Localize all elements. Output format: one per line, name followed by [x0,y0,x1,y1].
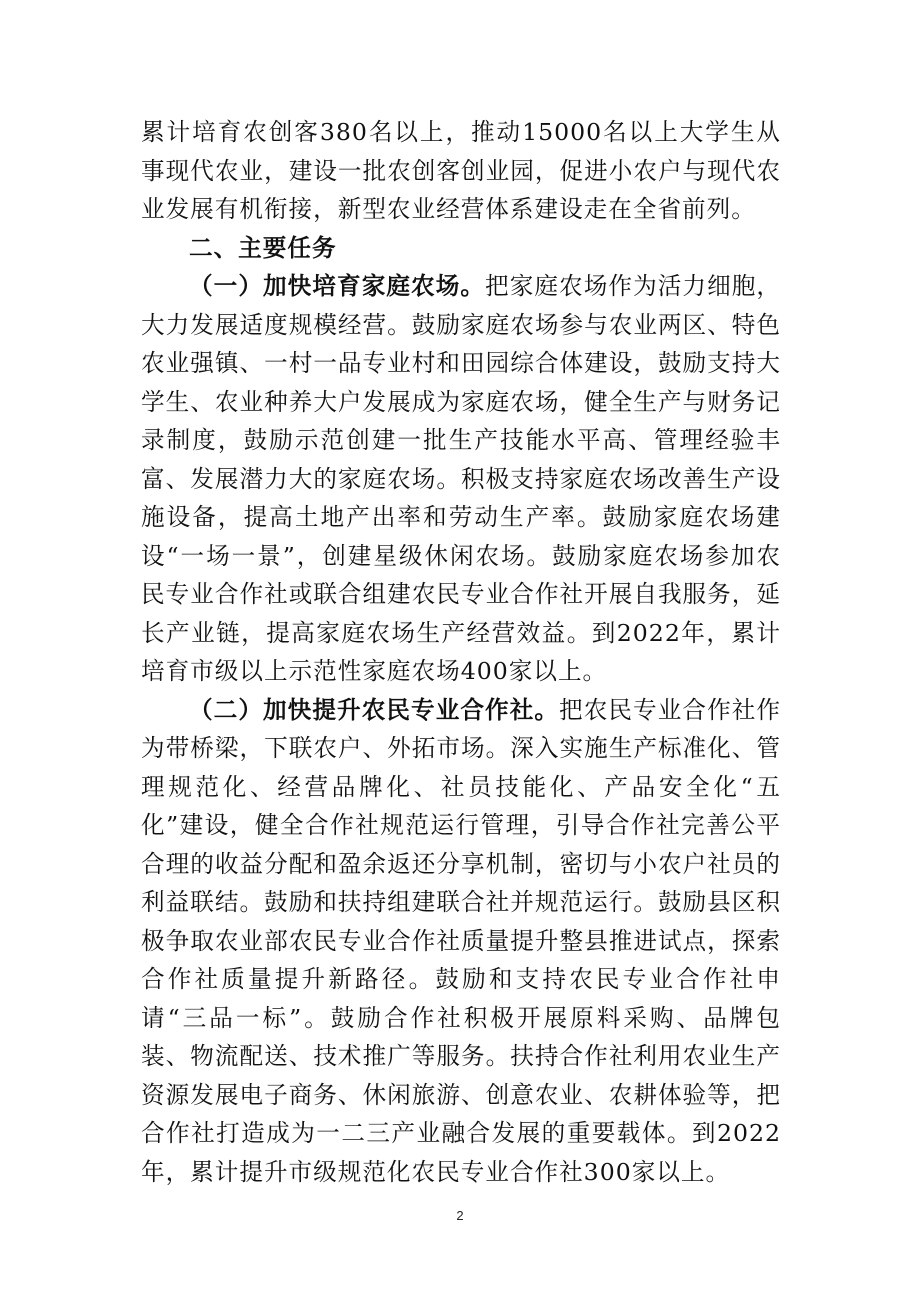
task-item-body: 把家庭农场作为活力细胞，大力发展适度规模经营。鼓励家庭农场参与农业两区、特色农业强镇、一村一品专业村和田园综合体建设，鼓励支持大学生、农业种养大户发展成为家庭农场，健全生产与财务记录制度，鼓励示范创建一批生产技能水平高、管理经验丰富、发展潜力大的家庭农场。积极支持家庭农场改善生产设施设备，提高土地产出率和劳动生产率。鼓励家庭农场建设“一场一景”，创建星级休闲农场。鼓励家庭农场参加农民专业合作社或联合组建农民专业合作社开展自我服务，延长产业链，提高家庭农场生产经营效益。到2022年，累计培育市级以上示范性家庭农场400家以上。 [141,272,782,685]
section-heading: 二、主要任务 [189,233,337,262]
task-item-cooperatives [141,691,781,1192]
page-number: 2 [456,1208,464,1223]
task-item-body: 把农民专业合作社作为带桥梁，下联农户、外拓市场。深入实施生产标准化、管理规范化、经营品牌化、社员技能化、产品安全化“五化”建设，健全合作社规范运行管理，引导合作社完善公平合理的收益分配和盈余返还分享机制，密切与小农户社员的利益联结。鼓励和扶持组建联合社并规范运行。鼓励县区积极争取农业部农民专业合作社质量提升整县推进试点，探索合作社质量提升新路径。鼓励和支持农民专业合作社申请“三品一标”。鼓励合作社积极开展原料采购、品牌包装、物流配送、技术推广等服务。扶持合作社利用农业生产资源发展电子商务、休闲旅游、创意农业、农耕体验等，把合作社打造成为一二三产业融合发展的重要载体。到2022年，累计提升市级规范化农民专业合作社300家以上。 [141,695,781,1186]
task-item-family-farms [141,267,781,691]
task-item-lead: （一）加快培育家庭农场。 [189,272,486,300]
task-item-lead: （二）加快提升农民专业合作社。 [189,695,560,724]
continuation-paragraph: 累计培育农创客380名以上，推动15000名以上大学生从事现代农业，建设一批农创客创业园，促进小农户与现代农业发展有机衔接，新型农业经营体系建设走在全省前列。 [141,118,781,223]
document-body [141,113,781,1191]
